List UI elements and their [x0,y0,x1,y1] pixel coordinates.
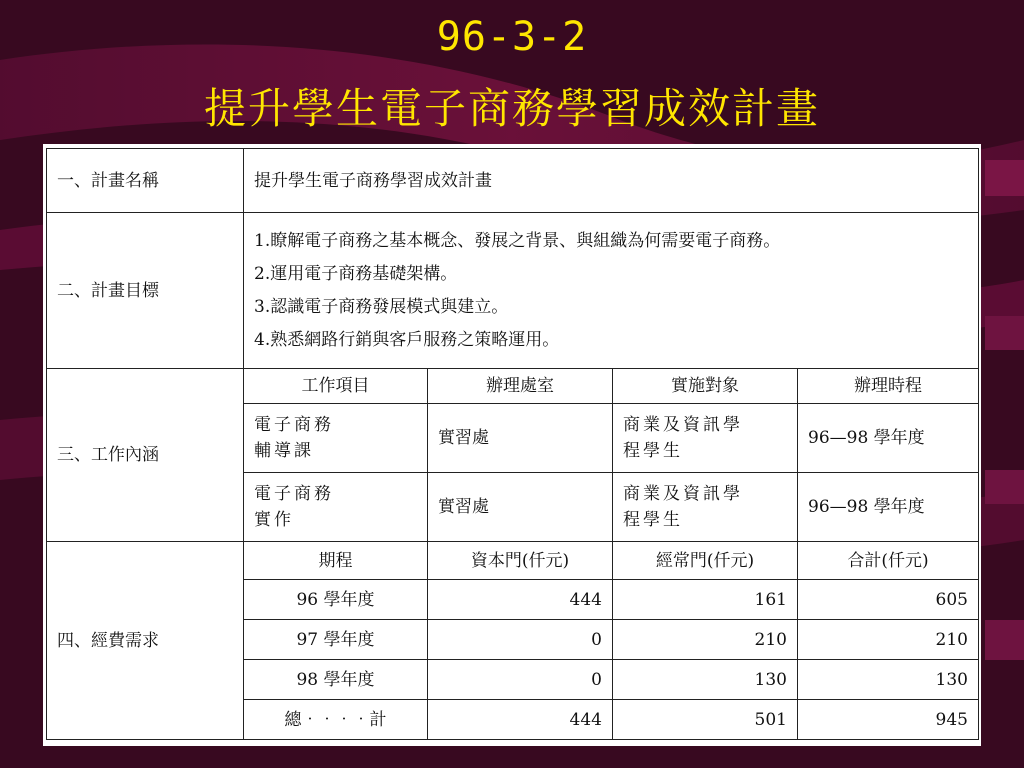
label-budget: 四、經費需求 [47,542,244,740]
row-plan-name [47,149,979,213]
work-item-name: 電子商務 輔導課 [244,404,428,473]
budget-recurrent: 210 [613,620,798,660]
budget-period: 96 學年度 [244,580,428,620]
label-plan-name: 一、計畫名稱 [47,149,244,213]
work-item-target: 商業及資訊學 程學生 [613,404,798,473]
budget-header-row [47,542,979,580]
budget-recurrent: 161 [613,580,798,620]
slide-title: 提升學生電子商務學習成效計畫 [203,84,820,133]
label-work-content: 三、工作內涵 [47,369,244,542]
work-item-schedule: 96—98 學年度 [798,473,979,542]
budget-period: 97 學年度 [244,620,428,660]
goals-list [244,213,979,369]
work-item-office: 實習處 [428,473,613,542]
budget-period-total: 總‧‧‧‧計 [244,700,428,740]
budget-capital: 444 [428,580,613,620]
budget-total: 605 [798,580,979,620]
goal-item: 2.運用電子商務基礎架構。 [254,263,458,284]
work-header-row [47,369,979,404]
value-plan-name: 提升學生電子商務學習成效計畫 [244,149,979,213]
work-header-schedule: 辦理時程 [798,369,979,404]
plan-table [46,148,979,740]
work-header-target: 實施對象 [613,369,798,404]
work-item-schedule: 96—98 學年度 [798,404,979,473]
budget-capital-total: 444 [428,700,613,740]
budget-header-total: 合計(仟元) [798,542,979,580]
budget-header-capital: 資本門(仟元) [428,542,613,580]
budget-total: 130 [798,660,979,700]
plan-document [43,144,981,746]
budget-header-recurrent: 經常門(仟元) [613,542,798,580]
goal-item: 3.認識電子商務發展模式與建立。 [254,296,509,317]
work-item-target: 商業及資訊學 程學生 [613,473,798,542]
goal-item: 1.瞭解電子商務之基本概念、發展之背景、與組織為何需要電子商務。 [254,230,781,251]
work-header-office: 辦理處室 [428,369,613,404]
budget-header-period: 期程 [244,542,428,580]
budget-recurrent-total: 501 [613,700,798,740]
budget-total: 210 [798,620,979,660]
row-plan-goals [47,213,979,369]
slide-code: 96-3-2 [436,14,588,60]
budget-capital: 0 [428,660,613,700]
goal-item: 4.熟悉網路行銷與客戶服務之策略運用。 [254,329,560,350]
budget-capital: 0 [428,620,613,660]
label-plan-goals: 二、計畫目標 [47,213,244,369]
budget-recurrent: 130 [613,660,798,700]
work-header-item: 工作項目 [244,369,428,404]
budget-grand-total: 945 [798,700,979,740]
work-item-office: 實習處 [428,404,613,473]
budget-period: 98 學年度 [244,660,428,700]
work-item-name: 電子商務 實作 [244,473,428,542]
